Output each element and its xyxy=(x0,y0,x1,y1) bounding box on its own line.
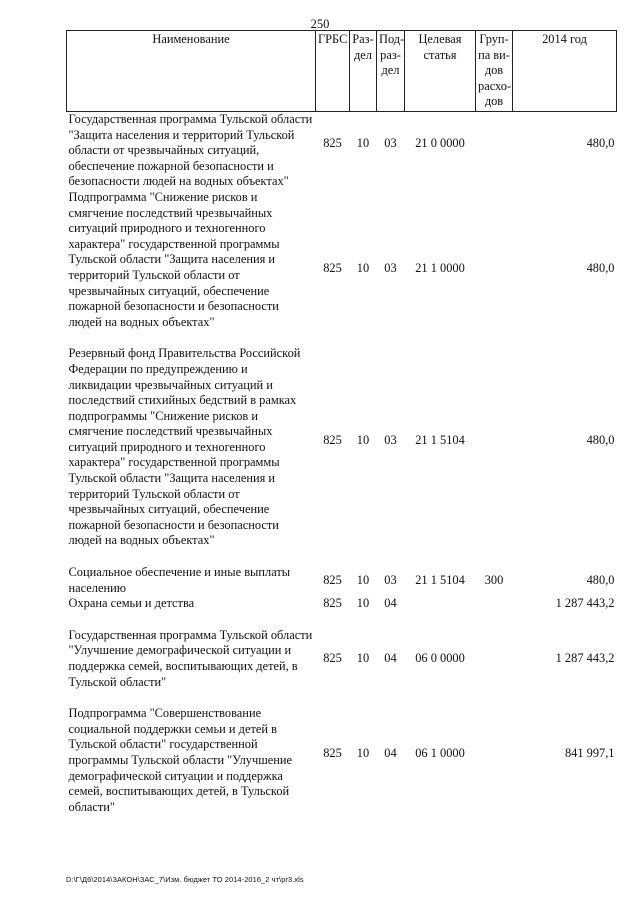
row-podrazdel: 04 xyxy=(384,650,397,665)
row-group xyxy=(476,112,513,190)
header-name: Наименование xyxy=(67,31,316,112)
row-grbs: 825 xyxy=(323,572,342,587)
row-podrazdel: 03 xyxy=(384,572,397,587)
header-year: 2014 год xyxy=(513,31,617,112)
header-podrazdel: Под- раз- дел xyxy=(377,31,405,112)
row-target xyxy=(405,596,476,612)
row-amount: 1 287 443,2 xyxy=(555,650,615,665)
header-razdel: Раз- дел xyxy=(350,31,377,112)
row-podrazdel: 03 xyxy=(384,260,397,275)
row-name: Государственная программа Тульской области "Улучшение демографической ситуации и поддержка семей, воспитывающих детей, в Тульской области" xyxy=(68,627,313,689)
table-row xyxy=(67,112,617,190)
table-header-row xyxy=(67,31,617,112)
header-target: Целевая статья xyxy=(405,31,476,112)
row-grbs: 825 xyxy=(323,745,342,760)
row-group xyxy=(476,330,513,549)
row-group xyxy=(476,612,513,690)
table-row xyxy=(67,690,617,815)
row-grbs: 825 xyxy=(323,596,342,611)
row-razdel: 10 xyxy=(356,572,370,587)
row-podrazdel: 04 xyxy=(384,745,397,760)
row-amount: 480,0 xyxy=(586,260,615,275)
row-target: 21 1 5104 xyxy=(415,572,465,587)
row-amount: 841 997,1 xyxy=(564,745,615,760)
row-name: Охрана семьи и детства xyxy=(68,596,195,611)
row-amount: 480,0 xyxy=(586,433,615,448)
row-name: Резервный фонд Правительства Российской Федерации по предупреждению и ликвидации чрезвычайных ситуаций и последствий стихийных бедствий в рамках подпрограммы "Снижение рисков и смягчение последствий чрезвычайных ситуаций природного и техногенного характера" государственной программы Тульской области "Защита населения и территорий Тульской области от чрезвычайных ситуаций, обеспечение пожарной безопасности и безопасности людей на водных объектах" xyxy=(68,346,301,548)
row-razdel: 10 xyxy=(356,433,370,448)
row-name: Подпрограмма "Снижение рисков и смягчение последствий чрезвычайных ситуаций природного и техногенного характера" государственной программы Тульской области "Защита населения и территорий Тульской области от чрезвычайных ситуаций, обеспечение пожарной безопасности и безопасности людей на водных объектах" xyxy=(68,189,280,329)
table-row xyxy=(67,330,617,549)
row-target: 21 1 5104 xyxy=(415,433,465,448)
row-grbs: 825 xyxy=(323,136,342,151)
row-grbs: 825 xyxy=(323,260,342,275)
row-target: 06 0 0000 xyxy=(415,650,465,665)
row-amount: 480,0 xyxy=(586,572,615,587)
row-razdel: 10 xyxy=(356,136,370,151)
footer-file-path: D:\Г\Д6\2014\ЗАКОН\ЗАС_7\Изм. бюджет ТО 2014-2016_2 чт\pr3.xls xyxy=(66,875,304,884)
row-amount: 480,0 xyxy=(586,136,615,151)
table-row xyxy=(67,596,617,612)
row-grbs: 825 xyxy=(323,650,342,665)
row-podrazdel: 03 xyxy=(384,433,397,448)
row-name: Социальное обеспечение и иные выплаты населению xyxy=(68,565,291,595)
header-grbs: ГРБС xyxy=(316,31,350,112)
row-group xyxy=(476,596,513,612)
page-number: 250 xyxy=(310,17,330,31)
row-razdel: 10 xyxy=(356,650,370,665)
row-amount: 1 287 443,2 xyxy=(555,596,615,611)
table-row xyxy=(67,190,617,330)
table-row xyxy=(67,612,617,690)
row-grbs: 825 xyxy=(323,433,342,448)
row-group: 300 xyxy=(484,572,504,587)
budget-table xyxy=(66,30,617,815)
row-group xyxy=(476,690,513,815)
row-podrazdel: 03 xyxy=(384,136,397,151)
row-target: 06 1 0000 xyxy=(415,745,465,760)
row-target: 21 0 0000 xyxy=(415,136,465,151)
row-razdel: 10 xyxy=(356,260,370,275)
row-name: Подпрограмма "Совершенствование социальной поддержки семьи и детей в Тульской области" государственной программы Тульской области "Улучшение демографической ситуации и поддержка семей, воспитывающих детей, в Тульской области" xyxy=(68,706,293,814)
row-group xyxy=(476,190,513,330)
row-razdel: 10 xyxy=(356,745,370,760)
row-razdel: 10 xyxy=(356,596,370,611)
header-group: Груп- па ви- дов расхо- дов xyxy=(476,31,513,112)
row-name: Государственная программа Тульской области "Защита населения и территорий Тульской области от чрезвычайных ситуаций, обеспечение пожарной безопасности и безопасности людей на водных объектах" xyxy=(68,112,313,189)
row-target: 21 1 0000 xyxy=(415,260,465,275)
table-row xyxy=(67,549,617,596)
row-podrazdel: 04 xyxy=(384,596,397,611)
